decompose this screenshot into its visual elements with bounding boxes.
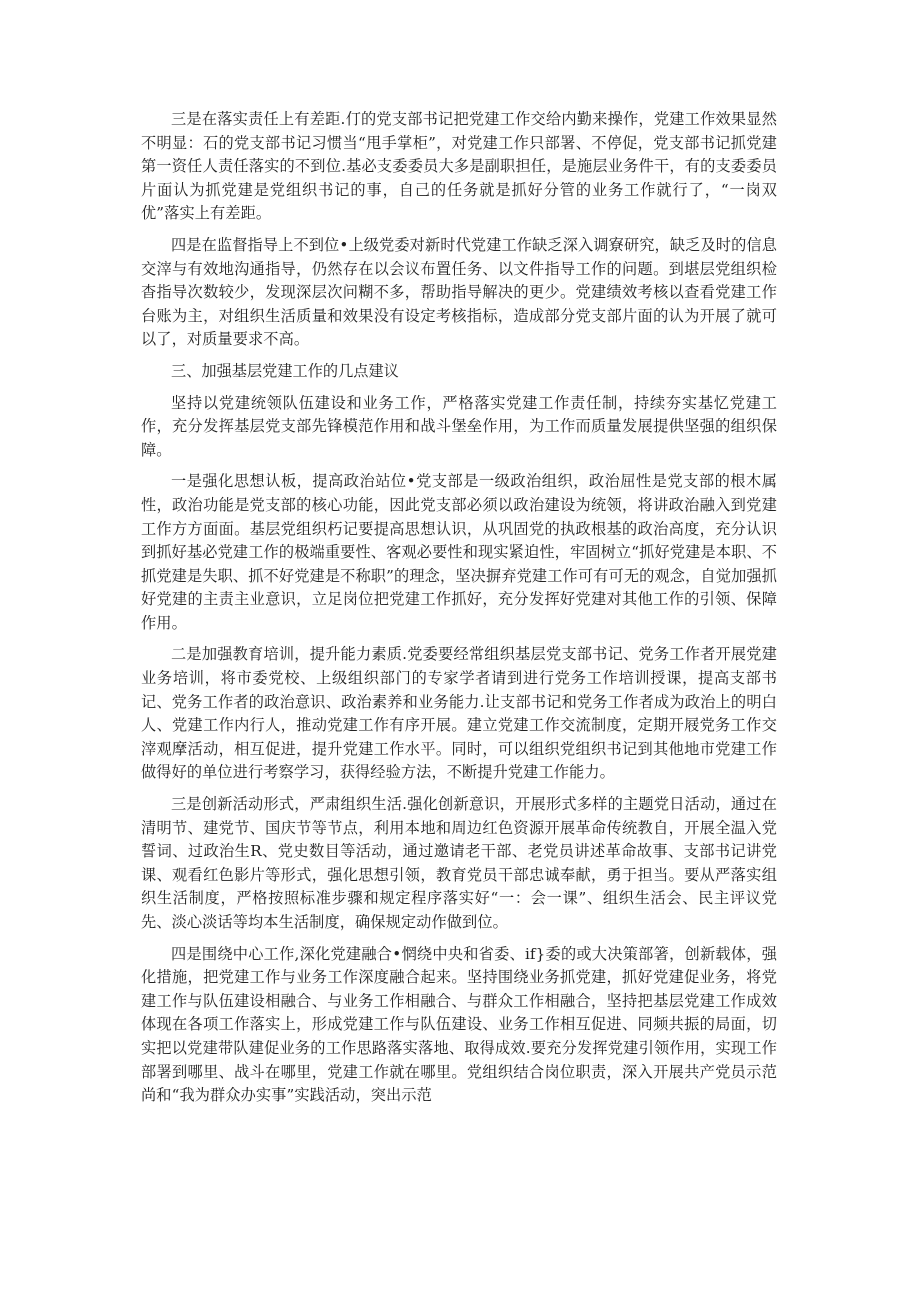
paragraph-supervision-gap: 四是在监督指导上不到位•上级党委对新时代党建工作缺乏深入调寮研究，缺乏及时的信息交滓与有效地沟通指导，仍然存在以会议布置任务、以文件指导工作的问题。到堪层党组织检杳指导次数较少，发现深层次问糊不多，帮助指导解决的更少。党建绩效考核以查看党建工作台账为主，对组织生活质量和效果没有设定考核指标，造成部分党支部片面的认为开展了就可以了，对质量要求不高。 [141, 235, 777, 349]
paragraph-ideology: 一是强化思想认板，提高政治站位•党支部是一级政治组织，政治屈性是党支部的根木属性，政治功能是党支部的核心功能，因此党支部必须以政治建设为统领，将讲政治融入到党建工作方方面面。基层党组织朽记要提高思想认识，从巩固党的执政根基的政治高度，充分认识到抓好基必党建工作的极端重要性、客观必要性和现实紧迫性，牢固树立“抓好党建是本职、不抓党建是失职、抓不好党建是不称职”的理念，坚决摒弃党建工作可有可无的观念，自觉加强抓好党建的主责主业意识，立足岗位把党建工作抓好，充分发挥好党建对其他工作的引领、保障作用。 [141, 472, 777, 632]
paragraph-overview: 坚持以党建统领队伍建设和业务工作，严格落实党建工作责任制，持续夯实基忆党建工作，充分发挥基层党支部先锋模范作用和战斗堡垒作用，为工作而质量发展提供坚强的组织保障。 [141, 393, 777, 459]
paragraph-training: 二是加强教育培训，提升能力素质.党委要经常组织基层党支部书记、党务工作者开展党建业务培训，将市委党校、上级组织部门的专家学者请到进行党务工作培训授课，提高支部书记、党务工作者的政治意识、政治素养和业务能力.让支部书记和党务工作者成为政治上的明白人、党建工作内行人，推动党建工作有序开展。建立党建工作交流制度，定期开屐党务工作交滓观摩活动，相互促进，提升党建工作水平。同时，可以组织党组织书记到其他地市党建工作做得好的单位进行考察学习，获得经验方法，不断提升党建工作能力。 [141, 645, 777, 782]
document-page [141, 108, 777, 1116]
paragraph-responsibility-gap: 三是在落实责任上有差距.仃的党支部书记把党建工作交给内勤来操作，党建工作效果显然不明显：石的党支部书记习惯当“甩手掌柜”，对党建工作只部署、不停促，党支部书记抓党建第一资任人责任落实的不到位.基必支委委员大多是副职担任，是施层业务件干，有的支委委员片面认为抓党建是党组织书记的事，自己的任务就是抓好分管的业务工作就行了，“一岗双优”落实上有差距。 [141, 110, 777, 223]
paragraph-integration: 四是围绕中心工作,深化党建融合•惘绕中央和省委、if}委的或大决策部箸，创新载体，强化措施，把党建工作与业务工作深度融合起来。坚持围绕业务抓党建，抓好党建促业务，将党建工作与队伍建设相融合、与业务工作相融合、与群众工作相融合，坚持把基层党建工作成效体现在各项工作落实上，形成党建工作与队伍建设、业务工作相互促进、同频共振的局面，切实把以党建带队建促业务的工作思路落实落地、取得成效.要充分发挥党建引领作用，实现工作部署到哪里、战斗在哪里，党建工作就在哪里。党组织结合岗位职责，深入开展共产党员示范尚和“我为群众办实事”实践活动，突出示范 [141, 944, 777, 1105]
paragraph-activities: 三是创新活动形式，严肃组织生活.强化创新意识，开展形式多样的主题党日活动，通过在清明节、建党节、国庆节等节点，利用本地和周边红色资源开展革命传统教自，开展全温入党誓词、过政治生R、党史数目等活动，通过邀请老干部、老党员讲述革命故事、支部书记讲党课、观看红色影片等形式，强化思想引领，教育党员干部忠诚奉献，勇于担当。要从严落实组织生活制度，严格按照标准步骤和规定程序落实好“一：会一课”、组织生活会、民主评议党先、淡心淡话等均本生活制度，确保规定动作做到位。 [141, 795, 777, 931]
section-heading-suggestions: 三、加强基层党建工作的几点建议 [171, 361, 399, 380]
